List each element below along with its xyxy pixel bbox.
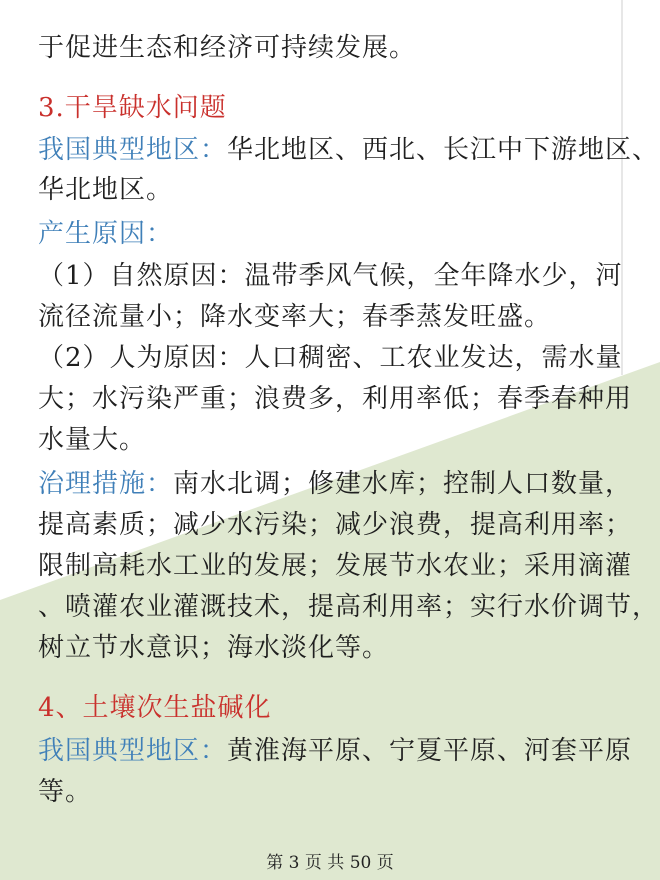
measures-line4: 、喷灌农业灌溉技术，提高利用率；实行水价调节， bbox=[38, 592, 660, 622]
section4-regions-line2: 等。 bbox=[38, 777, 93, 807]
natural-causes-line2: 流径流量小；降水变率大；春季蒸发旺盛。 bbox=[38, 302, 552, 332]
human-causes-line2: 大；水污染严重；浪费多，利用率低；春季春种用 bbox=[38, 384, 633, 414]
section4-regions-text: 黄淮海平原、宁夏平原、河套平原 bbox=[227, 736, 633, 766]
section3-regions-line1 bbox=[38, 132, 659, 168]
section4-regions-label: 我国典型地区： bbox=[38, 736, 228, 766]
measures-line1 bbox=[38, 466, 632, 502]
page-number-footer: 第 3 页 共 50 页 bbox=[266, 853, 394, 873]
regions-label: 我国典型地区： bbox=[38, 135, 228, 165]
section3-heading: 3.干旱缺水问题 bbox=[38, 93, 227, 123]
measures-line3: 限制高耗水工业的发展；发展节水农业；采用滴灌 bbox=[38, 551, 633, 581]
measures-line2: 提高素质；减少水污染；减少浪费，提高利用率； bbox=[38, 510, 633, 540]
causes-label: 产生原因： bbox=[38, 219, 174, 249]
section4-heading: 4、土壤次生盐碱化 bbox=[38, 693, 272, 723]
human-causes-line1: （2）人为原因：人口稠密、工农业发达，需水量 bbox=[38, 343, 623, 373]
measures-label: 治理措施： bbox=[38, 469, 174, 499]
measures-text: 南水北调；修建水库；控制人口数量， bbox=[173, 469, 633, 499]
regions-text: 华北地区、西北、长江中下游地区、 bbox=[227, 135, 660, 165]
intro-tail-text: 于促进生态和经济可持续发展。 bbox=[38, 33, 417, 63]
section3-regions-line2: 华北地区。 bbox=[38, 175, 174, 205]
natural-causes-line1: （1）自然原因：温带季风气候，全年降水少，河 bbox=[38, 261, 623, 291]
human-causes-line3: 水量大。 bbox=[38, 425, 147, 455]
section4-regions-line1 bbox=[38, 733, 632, 769]
measures-line5: 树立节水意识；海水淡化等。 bbox=[38, 633, 390, 663]
